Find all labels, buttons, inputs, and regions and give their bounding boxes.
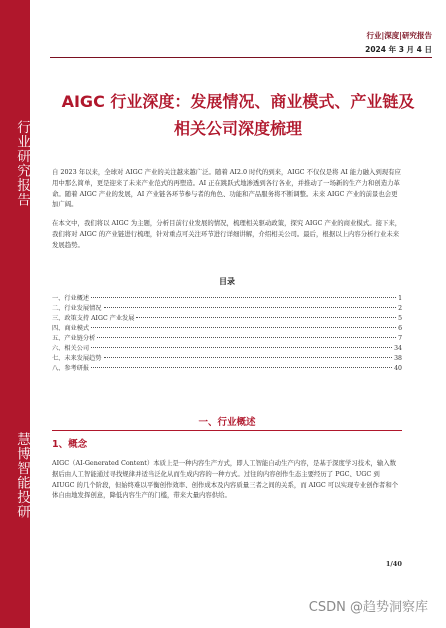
- sidebar-bottom-text: 慧博智能投研: [14, 432, 30, 519]
- toc-item-page: 34: [394, 345, 402, 352]
- toc-item[interactable]: [52, 364, 402, 374]
- table-of-contents: [52, 294, 402, 374]
- toc-item-label: 八、参考研报: [52, 365, 90, 372]
- toc-item-label: 五、产业链分析: [52, 335, 96, 342]
- sidebar-top-text: 行业研究报告: [14, 120, 30, 207]
- toc-leader-dots: [104, 307, 397, 308]
- toc-leader-dots: [91, 347, 392, 348]
- toc-item-page: 38: [394, 355, 402, 362]
- toc-item-label: 七、未来发展趋势: [52, 355, 102, 362]
- toc-leader-dots: [91, 367, 392, 368]
- report-title: AIGC 行业深度：发展情况、商业模式、产业链及相关公司深度梳理: [61, 92, 415, 138]
- toc-item-page: 1: [398, 295, 402, 302]
- toc-item-page: 40: [394, 365, 402, 372]
- toc-item-label: 三、政策支持 AIGC 产业发展: [52, 315, 135, 322]
- toc-item[interactable]: [52, 324, 402, 334]
- sub-heading: 1、概念: [52, 439, 88, 450]
- toc-item-label: 四、商业模式: [52, 325, 90, 332]
- toc-item-page: 7: [398, 335, 402, 342]
- toc-leader-dots: [91, 327, 396, 328]
- toc-leader-dots: [91, 297, 396, 298]
- section-body: AIGC（AI-Generated Content）本质上是一种内容生产方式，即人工智能自动生产内容，是基于深度学习技术，输入数据后由人工智能通过寻找规律并适当泛化从而生成内容的一种方式。过往的内容创作生态主要经历了 PGC、UGC 到 AIUGC 的几个阶段，但始终难以平衡创作效率、创作成本及内容质量三者之间的关系，而 AIGC 可以实现专业创作者和个体自由地发挥创意，降低内容生产的门槛，带来大量内容供给。: [52, 459, 399, 500]
- toc-leader-dots: [104, 357, 393, 358]
- toc-item-page: 5: [398, 315, 402, 322]
- toc-item[interactable]: [52, 344, 402, 354]
- toc-item-label: 一、行业概述: [52, 295, 90, 302]
- report-header: [365, 30, 432, 55]
- toc-item[interactable]: [52, 304, 402, 314]
- toc-item[interactable]: [52, 354, 402, 364]
- toc-item-page: 6: [398, 325, 402, 332]
- toc-item[interactable]: [52, 314, 402, 324]
- header-tag: 行业|深度|研究报告: [366, 31, 432, 40]
- intro-paragraph-1: 自 2023 年以来，全球对 AIGC 产业的关注越来越广泛。随着 AI2.0 时代的到来，AIGC 不仅仅是将 AI 能力融入到现有应用中那么简单，更是迎来了未来产业范式的再塑造。AI 正在跳跃式地渗透到各行各业，并推动了一场新的生产力和创造力革命。随着 AIGC 产业的发展，AI 产业链各环节参与者的角色、功能和产品服务将不断调整。未来 AIGC 产业的前景也会更加广阔。: [52, 168, 401, 209]
- section-title: 一、行业概述: [198, 417, 256, 428]
- page-number: 1/40: [385, 560, 402, 568]
- intro-paragraph-2: 在本文中，我们将以 AIGC 为主题，分析目前行业发展的情况，梳理相关驱动政策，探究 AIGC 产业的商业模式。接下来，我们将对 AIGC 的产业链进行梳理，针对重点可关注环节进行详细讲解，介绍相关公司。最后，根据以上内容分析行业未来发展趋势。: [52, 219, 402, 249]
- toc-item[interactable]: [52, 294, 402, 304]
- header-divider: [50, 57, 432, 58]
- toc-leader-dots: [97, 337, 396, 338]
- header-date: 2024 年 3 月 4 日: [365, 45, 432, 54]
- section-divider: [52, 430, 402, 431]
- toc-item[interactable]: [52, 334, 402, 344]
- left-sidebar: [0, 0, 30, 628]
- toc-item-page: 2: [398, 305, 402, 312]
- toc-title: 目录: [219, 277, 235, 286]
- toc-item-label: 六、相关公司: [52, 345, 90, 352]
- toc-leader-dots: [136, 317, 396, 318]
- toc-item-label: 二、行业发展情况: [52, 305, 102, 312]
- watermark-text: CSDN @趋势洞察库: [308, 600, 428, 615]
